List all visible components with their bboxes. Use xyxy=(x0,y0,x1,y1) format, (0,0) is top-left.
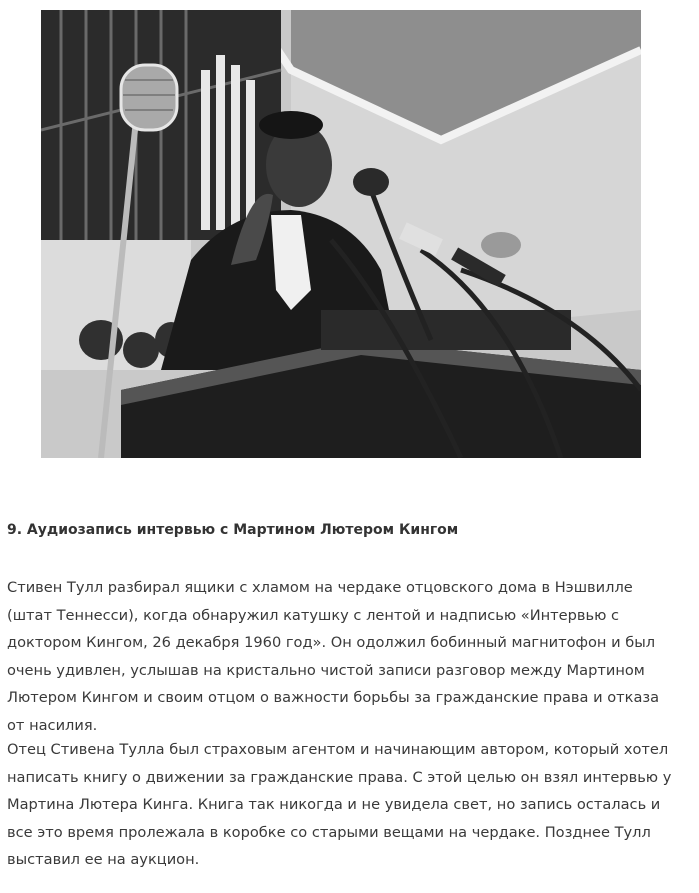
article-paragraph-1: Стивен Тулл разбирал ящики с хламом на чердаке отцовского дома в Нэшвилле (штат Теннесси), когда обнаружил катушку с лентой и надписью «Интервью с доктором Кингом, 26 декабря 1960 год». Он одолжил бобинный магнитофон и был очень удивлен, услышав на кристально чистой записи разговор между Мартином Лютером Кингом и своим отцом о важности борьбы за гражданские права и отказа от насилия. xyxy=(7,579,660,734)
photo-scene xyxy=(41,10,641,458)
article-paragraph-2: Отец Стивена Тулла был страховым агентом и начинающим автором, который хотел написать книгу о движении за гражданские права. С этой целью он взял интервью у Мартина Лютера Кинга. Книга так никогда и не увидела свет, но запись осталась и все это время пролежала в коробке со старыми вещами на чердаке. Позднее Тулл выставил ее на аукцион. xyxy=(7,741,672,868)
article-photo xyxy=(41,10,641,458)
article-heading: 9. Аудиозапись интервью с Мартином Лютером Кингом xyxy=(7,522,459,538)
